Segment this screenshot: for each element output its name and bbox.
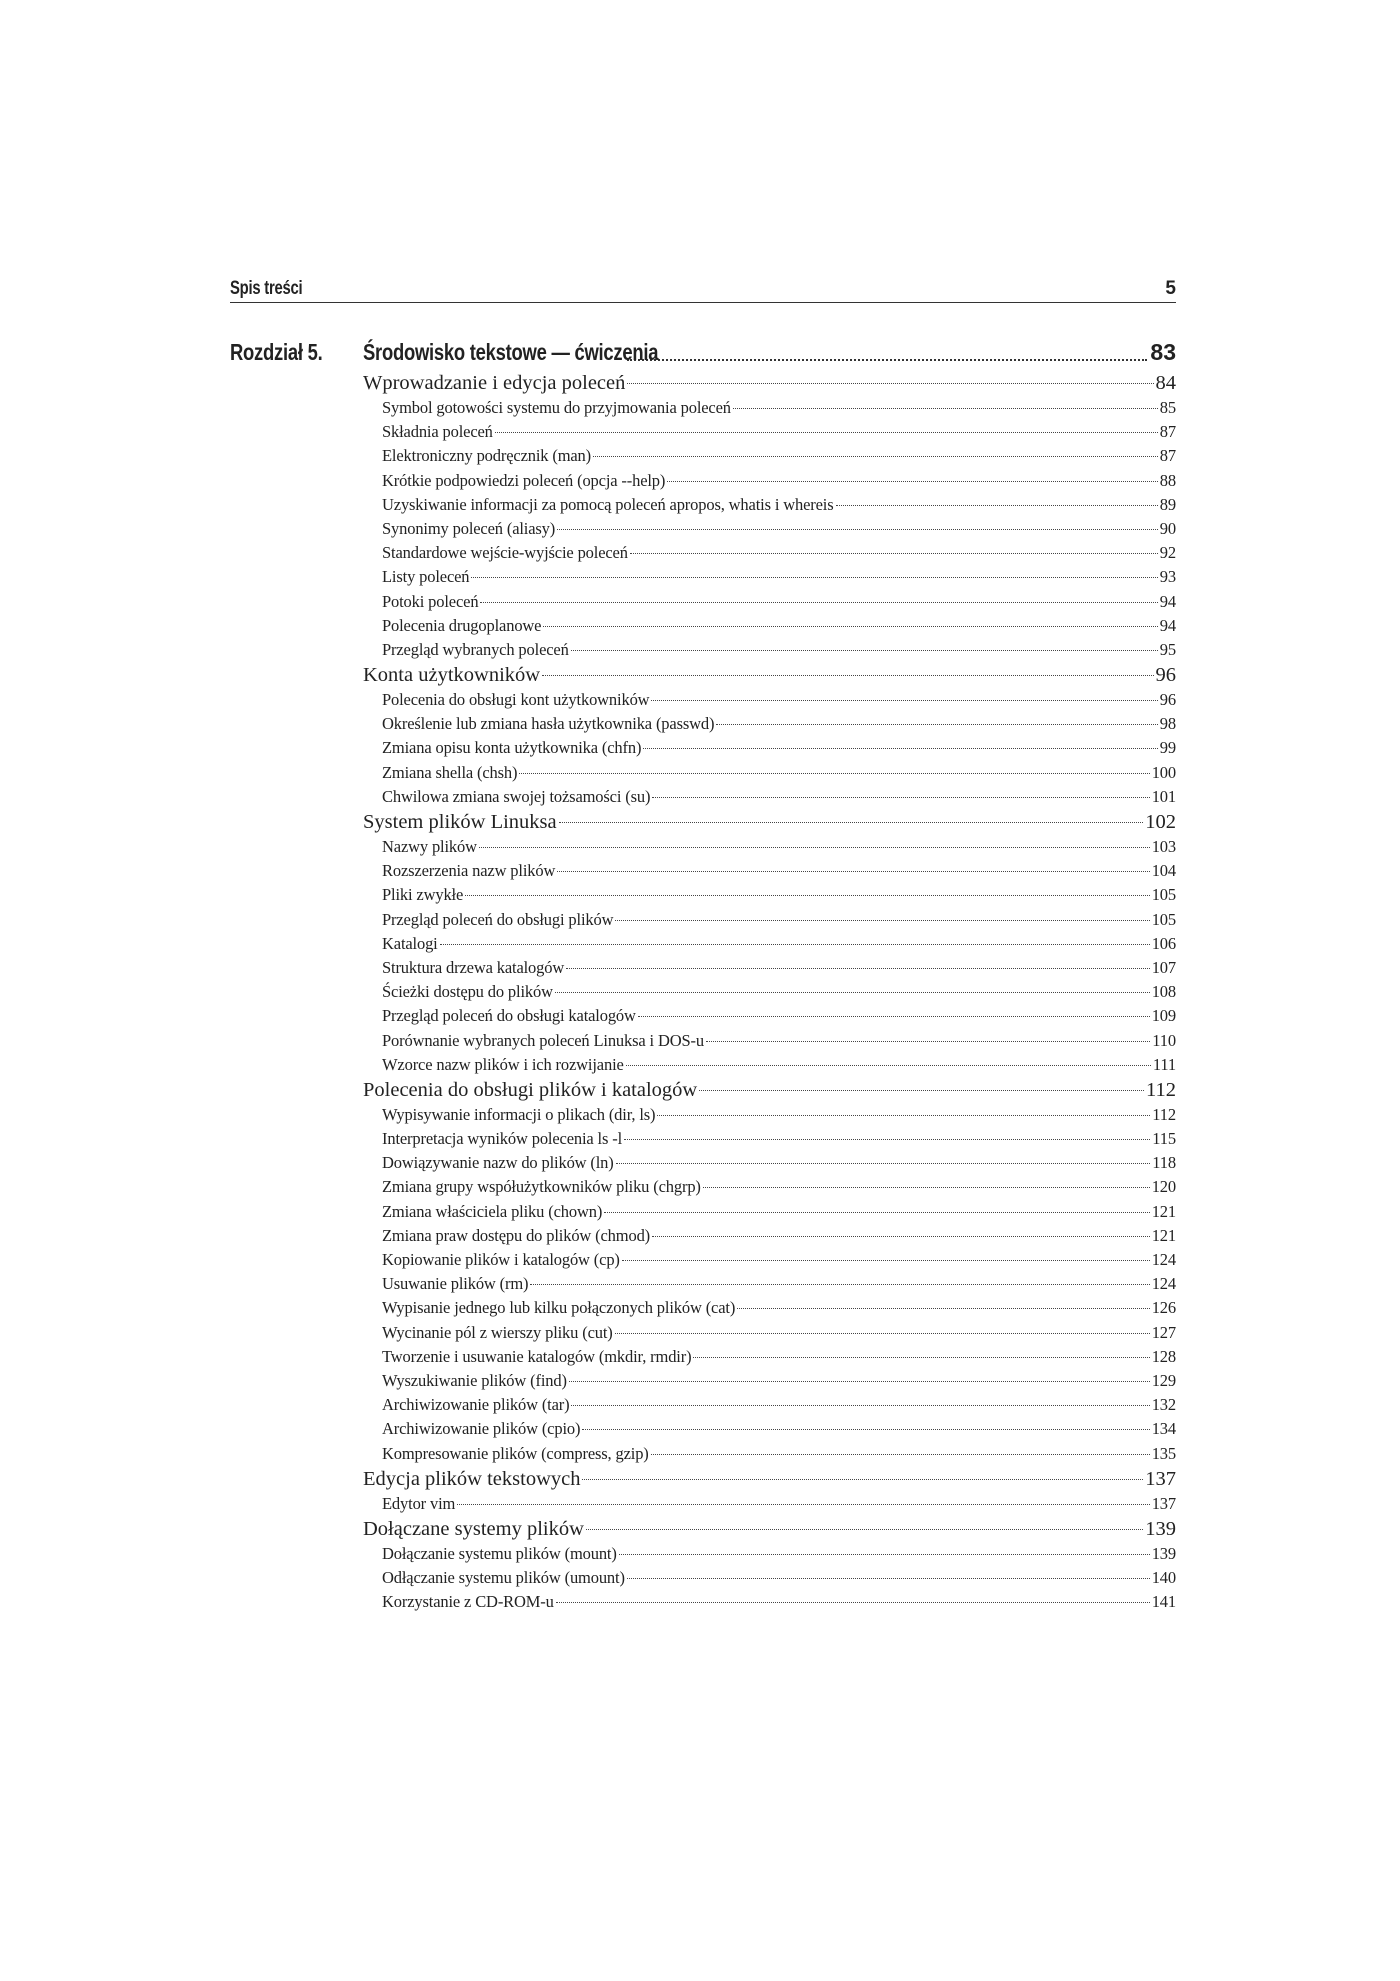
leader-dots (440, 944, 1150, 945)
page-number: 5 (1165, 278, 1176, 299)
toc-entry (363, 835, 1176, 859)
toc-entry (363, 1248, 1176, 1272)
toc-entry-page: 85 (1159, 398, 1176, 417)
toc-entry-page: 101 (1151, 786, 1176, 806)
toc-entry-title: Przegląd poleceń do obsługi plików (382, 909, 614, 929)
toc-entry-title: Polecenia do obsługi kont użytkowników (382, 690, 650, 710)
toc-entry-title: Nazwy plików (382, 837, 477, 856)
leader-dots (627, 383, 1153, 384)
leader-dots (557, 529, 1158, 530)
chapter-label: Rozdział 5. (230, 339, 323, 365)
leader-dots (626, 1065, 1151, 1066)
toc-entry-title: Elektroniczny podręcznik (man) (382, 446, 591, 466)
toc-entry-title: Listy poleceń (382, 567, 470, 587)
leader-dots (693, 1357, 1149, 1358)
toc-entry-title: Chwilowa zmiana swojej tożsamości (su) (382, 786, 651, 806)
leader-dots (557, 871, 1149, 872)
toc-entry-title: Edytor vim (382, 1493, 456, 1513)
toc-entry (363, 565, 1176, 589)
leader-dots (627, 1578, 1150, 1579)
leader-dots (651, 1454, 1150, 1455)
toc-entry-title: Struktura drzewa katalogów (382, 957, 565, 977)
leader-dots (638, 1016, 1150, 1017)
toc-entry (363, 1492, 1176, 1516)
leader-dots (571, 1405, 1149, 1406)
leader-dots (630, 553, 1158, 554)
leader-dots (465, 895, 1150, 896)
leader-dots (737, 1308, 1150, 1309)
toc-section (363, 810, 1176, 835)
leader-dots (571, 650, 1158, 651)
toc-entry-page: 118 (1152, 1153, 1176, 1173)
leader-dots (667, 481, 1158, 482)
toc-entry (363, 883, 1176, 907)
toc-entry-title: Kopiowanie plików i katalogów (cp) (382, 1250, 620, 1269)
toc-entry-title: Korzystanie z CD-ROM-u (382, 1592, 554, 1612)
leader-dots (622, 1260, 1150, 1261)
toc-entry-title: Tworzenie i usuwanie katalogów (mkdir, rmdir) (382, 1346, 692, 1366)
toc-entry (363, 1272, 1176, 1296)
chapter-heading (230, 336, 1176, 366)
toc-entry (363, 1417, 1176, 1441)
toc-entry-title: Symbol gotowości systemu do przyjmowania poleceń (382, 398, 731, 417)
toc-entry-title: Archiwizowanie plików (tar) (382, 1395, 570, 1415)
toc-entry-page: 94 (1159, 615, 1176, 635)
toc-entry-page: 112 (1152, 1104, 1176, 1124)
toc-entry-page: 124 (1151, 1250, 1176, 1269)
toc-entry-title: Przegląd wybranych poleceń (382, 639, 569, 659)
toc-entry-page: 115 (1152, 1129, 1176, 1149)
toc-entry (363, 1175, 1176, 1199)
leader-dots (542, 675, 1153, 676)
leader-dots (556, 1602, 1150, 1603)
toc-entry-page: 135 (1151, 1443, 1176, 1463)
leader-dots (733, 408, 1158, 409)
toc-section-title: Edycja plików tekstowych (363, 1467, 581, 1490)
toc-entry-page: 92 (1159, 543, 1176, 563)
toc-entry-title: Porównanie wybranych poleceń Linuksa i DOS-u (382, 1030, 704, 1050)
leader-dots (615, 1333, 1150, 1334)
toc-entry (363, 1004, 1176, 1028)
toc-entry (363, 420, 1176, 444)
toc-entry-page: 89 (1159, 494, 1176, 514)
toc-entry-page: 105 (1151, 885, 1176, 905)
toc-section (363, 1517, 1176, 1542)
toc-entry (363, 614, 1176, 638)
toc-entry (363, 980, 1176, 1004)
toc-entry-page: 108 (1151, 982, 1176, 1002)
toc-entry-title: Uzyskiwanie informacji za pomocą poleceń apropos, whatis i whereis (382, 494, 834, 514)
toc-entry-title: Wypisywanie informacji o plikach (dir, ls) (382, 1104, 656, 1124)
toc-entry-page: 141 (1151, 1592, 1176, 1612)
toc-entry-page: 88 (1159, 470, 1176, 490)
toc-entry-page: 104 (1151, 861, 1176, 881)
toc-entry (363, 1393, 1176, 1417)
toc-entry-page: 129 (1151, 1370, 1176, 1390)
toc-entry-title: Synonimy poleceń (aliasy) (382, 518, 556, 538)
toc-entry-title: Przegląd poleceń do obsługi katalogów (382, 1006, 636, 1026)
toc-entry-page: 105 (1151, 909, 1176, 929)
leader-dots (619, 1554, 1150, 1555)
leader-dots (703, 1187, 1150, 1188)
leader-dots (652, 1236, 1150, 1237)
leader-dots (604, 1212, 1150, 1213)
toc-entry (363, 396, 1176, 420)
leader-dots (616, 1163, 1151, 1164)
chapter-leader-dots (627, 359, 1147, 361)
toc-entry-page: 98 (1159, 714, 1176, 734)
toc-entry-title: Polecenia drugoplanowe (382, 615, 542, 635)
toc-entry-title: Odłączanie systemu plików (umount) (382, 1568, 625, 1588)
toc-entry-title: Składnia poleceń (382, 422, 493, 442)
toc-entry (363, 590, 1176, 614)
leader-dots (480, 602, 1157, 603)
toc-entry-title: Dołączanie systemu plików (mount) (382, 1543, 617, 1563)
toc-section-page: 137 (1145, 1467, 1176, 1490)
toc-entry-title: Rozszerzenia nazw plików (382, 861, 556, 881)
toc-entry (363, 688, 1176, 712)
toc-entry-page: 94 (1159, 591, 1176, 611)
toc-entry (363, 638, 1176, 662)
leader-dots (624, 1139, 1150, 1140)
toc-entry-title: Archiwizowanie plików (cpio) (382, 1419, 581, 1439)
toc-entry-page: 124 (1151, 1274, 1176, 1294)
toc-entry-page: 99 (1159, 738, 1176, 758)
toc-entry (363, 493, 1176, 517)
toc-entry (363, 1369, 1176, 1393)
leader-dots (566, 968, 1150, 969)
toc-entry (363, 1053, 1176, 1077)
toc-section-page: 139 (1145, 1517, 1176, 1540)
toc-section (363, 663, 1176, 688)
leader-dots (471, 577, 1157, 578)
toc-entry (363, 1542, 1176, 1566)
leader-dots (582, 1429, 1149, 1430)
toc-entry (363, 517, 1176, 541)
toc-entry (363, 1151, 1176, 1175)
toc-entry-page: 140 (1151, 1568, 1176, 1588)
toc-entry-page: 106 (1151, 933, 1176, 953)
toc-entry-page: 128 (1151, 1346, 1176, 1366)
leader-dots (643, 748, 1158, 749)
leader-dots (651, 700, 1157, 701)
leader-dots (836, 505, 1158, 506)
toc-section-title: Polecenia do obsługi plików i katalogów (363, 1078, 698, 1101)
toc-entry-title: Zmiana właściciela pliku (chown) (382, 1201, 603, 1221)
toc-entry-page: 137 (1151, 1493, 1176, 1513)
toc-entry-title: Interpretacja wyników polecenia ls -l (382, 1129, 623, 1149)
leader-dots (652, 797, 1149, 798)
toc-section (363, 1467, 1176, 1492)
toc-entry (363, 956, 1176, 980)
leader-dots (479, 847, 1150, 848)
toc-section-page: 102 (1145, 811, 1176, 833)
toc-entry-title: Określenie lub zmiana hasła użytkownika (passwd) (382, 714, 715, 734)
toc-entry-page: 93 (1159, 567, 1176, 587)
toc-section-title: Konta użytkowników (363, 664, 541, 687)
toc-entry-page: 111 (1152, 1054, 1176, 1074)
toc-entry-page: 87 (1159, 446, 1176, 466)
toc-entry-title: Ścieżki dostępu do plików (382, 982, 553, 1002)
toc-entry-page: 90 (1159, 518, 1176, 538)
toc-entry-page: 100 (1151, 762, 1176, 782)
leader-dots (519, 773, 1149, 774)
toc-entry-page: 132 (1151, 1395, 1176, 1415)
toc-entry (363, 1442, 1176, 1466)
toc-entry-page: 134 (1151, 1419, 1176, 1439)
toc-entry-page: 96 (1159, 690, 1176, 710)
toc-entry (363, 1321, 1176, 1345)
toc-entry (363, 1127, 1176, 1151)
toc-entry (363, 1200, 1176, 1224)
toc-entry-page: 127 (1151, 1322, 1176, 1342)
toc-entry-page: 110 (1152, 1030, 1176, 1050)
toc-entry (363, 1224, 1176, 1248)
leader-dots (457, 1504, 1149, 1505)
leader-dots (706, 1041, 1150, 1042)
toc-entry (363, 1345, 1176, 1369)
toc-entry (363, 1296, 1176, 1320)
toc-entry-title: Pliki zwykłe (382, 885, 464, 905)
toc-entry-page: 103 (1151, 837, 1176, 856)
toc-entry-title: Wycinanie pól z wierszy pliku (cut) (382, 1322, 613, 1342)
toc-entry (363, 736, 1176, 760)
toc-entry-title: Wzorce nazw plików i ich rozwijanie (382, 1054, 624, 1074)
toc-entry (363, 1029, 1176, 1053)
toc-section-title: Wprowadzanie i edycja poleceń (363, 372, 626, 394)
toc-section (363, 1078, 1176, 1103)
toc-entry-title: Zmiana praw dostępu do plików (chmod) (382, 1225, 651, 1245)
toc-entry-title: Zmiana shella (chsh) (382, 762, 518, 782)
leader-dots (569, 1381, 1150, 1382)
toc-entry (363, 859, 1176, 883)
toc-entry (363, 785, 1176, 809)
chapter-page: 83 (1150, 339, 1176, 365)
chapter-title: Środowisko tekstowe — ćwiczenia (363, 339, 659, 365)
leader-dots (495, 432, 1158, 433)
toc-entry (363, 1103, 1176, 1127)
toc-entry (363, 908, 1176, 932)
leader-dots (586, 1529, 1143, 1530)
toc-section-page: 96 (1155, 664, 1176, 687)
toc-entry (363, 712, 1176, 736)
leader-dots (559, 822, 1144, 823)
toc-entry (363, 1590, 1176, 1614)
toc-entry-page: 95 (1159, 639, 1176, 659)
leader-dots (593, 456, 1158, 457)
toc-entry-title: Dowiązywanie nazw do plików (ln) (382, 1153, 614, 1173)
toc-entry-page: 121 (1151, 1225, 1176, 1245)
toc-entry-title: Katalogi (382, 933, 438, 953)
leader-dots (530, 1284, 1149, 1285)
toc-entry-page: 126 (1151, 1298, 1176, 1318)
running-header (230, 276, 1176, 303)
toc-entry-title: Kompresowanie plików (compress, gzip) (382, 1443, 649, 1463)
toc-entry (363, 1566, 1176, 1590)
toc-entry-page: 121 (1151, 1201, 1176, 1221)
toc-section-page: 112 (1146, 1078, 1176, 1101)
toc-entry-title: Zmiana opisu konta użytkownika (chfn) (382, 738, 642, 758)
toc-section-title: System plików Linuksa (363, 811, 557, 833)
toc-entry-page: 87 (1159, 422, 1176, 442)
toc-entry-title: Wyszukiwanie plików (find) (382, 1370, 567, 1390)
toc-entry (363, 469, 1176, 493)
toc-entry-title: Zmiana grupy współużytkowników pliku (chgrp) (382, 1177, 701, 1197)
toc-section-title: Dołączane systemy plików (363, 1517, 584, 1540)
toc-entry (363, 541, 1176, 565)
leader-dots (699, 1090, 1144, 1091)
toc-entry-page: 120 (1151, 1177, 1176, 1197)
table-of-contents (363, 370, 1176, 1614)
leader-dots (543, 626, 1157, 627)
leader-dots (582, 1479, 1143, 1480)
toc-entry (363, 761, 1176, 785)
toc-entry-title: Krótkie podpowiedzi poleceń (opcja --help) (382, 470, 666, 490)
toc-entry (363, 444, 1176, 468)
toc-entry-title: Usuwanie plików (rm) (382, 1274, 529, 1294)
toc-entry-title: Standardowe wejście-wyjście poleceń (382, 543, 628, 563)
toc-entry (363, 932, 1176, 956)
toc-entry-page: 107 (1151, 957, 1176, 977)
toc-entry-page: 109 (1151, 1006, 1176, 1026)
leader-dots (657, 1115, 1150, 1116)
leader-dots (716, 724, 1157, 725)
toc-section (363, 371, 1176, 396)
leader-dots (555, 992, 1150, 993)
toc-entry-title: Wypisanie jednego lub kilku połączonych plików (cat) (382, 1298, 736, 1318)
running-header-title: Spis treści (230, 278, 303, 299)
leader-dots (615, 920, 1149, 921)
toc-section-page: 84 (1155, 372, 1176, 394)
toc-entry-page: 139 (1151, 1543, 1176, 1563)
toc-entry-title: Potoki poleceń (382, 591, 479, 611)
